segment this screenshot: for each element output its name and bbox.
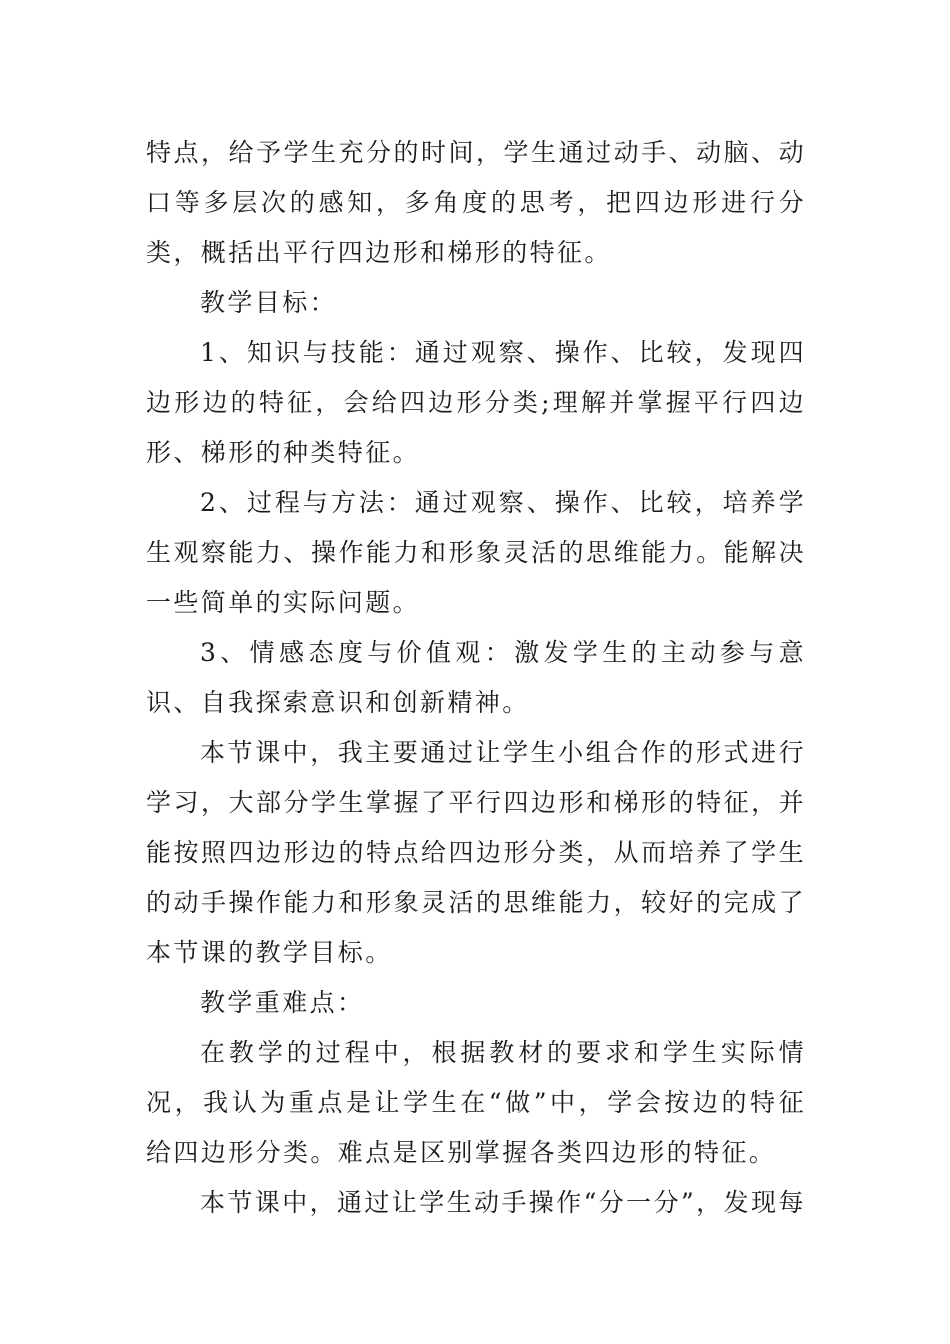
goal-process-methods: 2、过程与方法：通过观察、操作、比较，培养学生观察能力、操作能力和形象灵活的思维能力。能解决一些简单的实际问题。 [146,488,806,617]
paragraph-key-points: 在教学的过程中，根据教材的要求和学生实际情况，我认为重点是让学生在“做”中，学会按边的特征给四边形分类。难点是区别掌握各类四边形的特征。 [146,1038,806,1167]
heading-key-difficult-points: 教学重难点： [200,988,365,1017]
goal-emotion-values: 3、情感态度与价值观：激发学生的主动参与意识、自我探索意识和创新精神。 [146,638,806,717]
goal-knowledge-skills: 1、知识与技能：通过观察、操作、比较，发现四边形边的特征，会给四边形分类;理解并掌握平行四边形、梯形的种类特征。 [146,338,806,467]
heading-teaching-goals: 教学目标： [200,288,338,317]
paragraph-continuation: 特点，给予学生充分的时间，学生通过动手、动脑、动口等多层次的感知，多角度的思考，把四边形进行分类，概括出平行四边形和梯形的特征。 [146,138,806,267]
document-body [146,128,806,1228]
paragraph-lesson-summary: 本节课中，我主要通过让学生小组合作的形式进行学习，大部分学生掌握了平行四边形和梯形的特征，并能按照四边形边的特点给四边形分类，从而培养了学生的动手操作能力和形象灵活的思维能力，较好的完成了本节课的教学目标。 [146,738,806,967]
paragraph-activity: 本节课中，通过让学生动手操作“分一分”，发现每 [200,1188,806,1217]
